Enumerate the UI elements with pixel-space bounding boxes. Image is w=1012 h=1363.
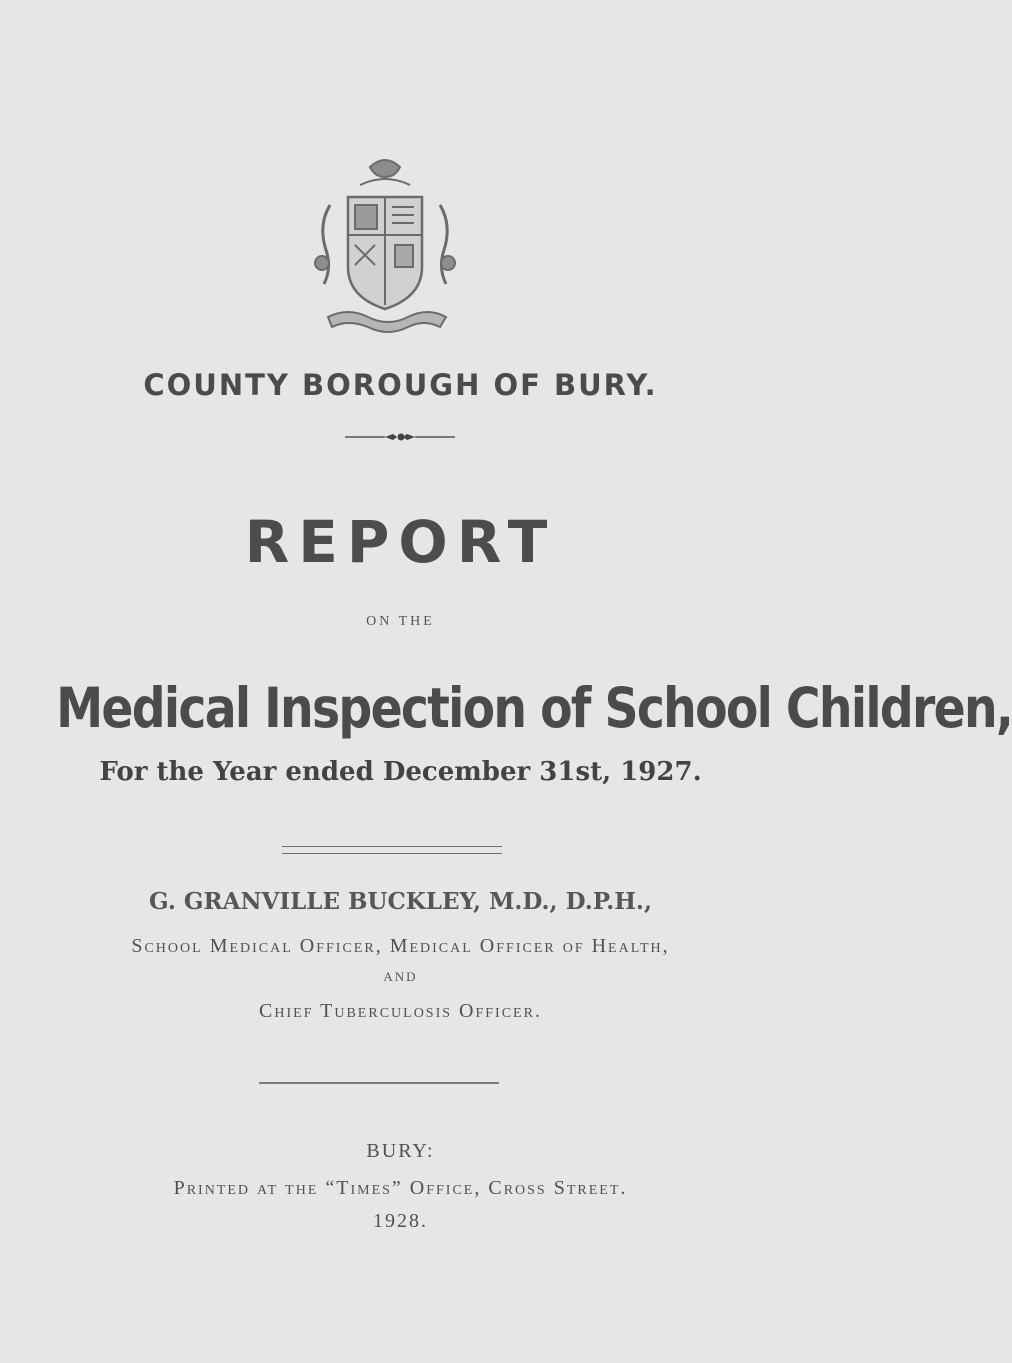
borough-coat-of-arms-icon — [300, 145, 470, 345]
report-title: REPORT — [244, 508, 557, 576]
imprint-year: 1928. — [373, 1210, 428, 1232]
author-titles: School Medical Officer, Medical Officer of Health, — [131, 935, 670, 957]
on-the-label: ON THE — [366, 614, 435, 629]
rule-divider — [259, 1082, 499, 1084]
county-heading: COUNTY BOROUGH OF BURY. — [143, 368, 658, 402]
report-subject: Medical Inspection of School Children, — [56, 676, 1012, 740]
ornament-divider — [345, 432, 455, 442]
imprint-printer: Printed at the “Times” Office, Cross Street. — [173, 1177, 628, 1199]
double-rule-divider — [282, 846, 502, 854]
author-chief-title: Chief Tuberculosis Officer. — [259, 1000, 542, 1022]
report-year-line: For the Year ended December 31st, 1927. — [99, 757, 702, 787]
author-name: G. GRANVILLE BUCKLEY, M.D., D.P.H., — [149, 888, 652, 915]
imprint-place: BURY: — [366, 1140, 435, 1162]
and-label: AND — [383, 969, 418, 984]
